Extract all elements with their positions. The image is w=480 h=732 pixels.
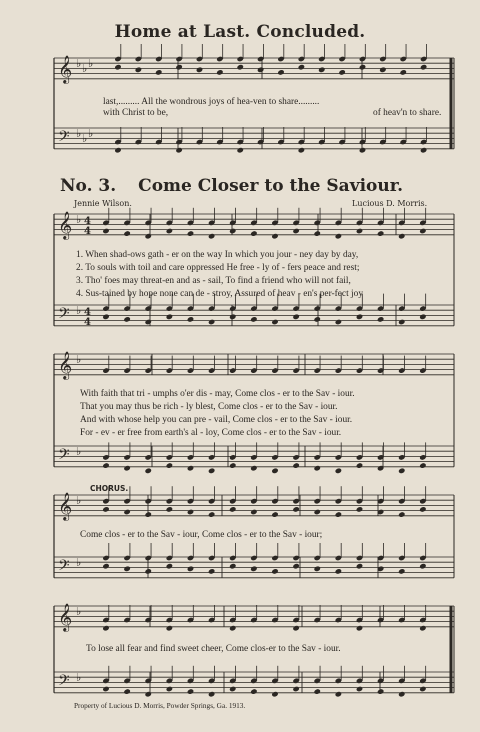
notehead [419, 506, 426, 512]
notehead [257, 67, 264, 73]
notehead [335, 691, 342, 697]
notehead [318, 67, 325, 73]
notehead [419, 314, 426, 320]
notehead [208, 468, 215, 474]
notehead [398, 468, 405, 474]
notehead [250, 566, 257, 572]
chorus-label: CHORUS. [90, 484, 129, 493]
notehead [335, 233, 342, 239]
flat-sign: ♭ [76, 445, 82, 458]
notehead [114, 147, 121, 153]
notehead [292, 314, 299, 320]
notehead [359, 64, 366, 70]
notehead [166, 506, 173, 512]
notehead [420, 64, 427, 70]
notehead [419, 563, 426, 569]
notehead [292, 228, 299, 234]
flat-sign: ♭ [76, 605, 82, 618]
notehead [356, 506, 363, 512]
page-title: Home at Last. Concluded. [114, 22, 366, 42]
flat-sign: ♭ [76, 127, 82, 140]
notehead [377, 230, 384, 236]
notehead [298, 147, 305, 153]
notehead [250, 688, 257, 694]
notehead [379, 67, 386, 73]
notehead [123, 566, 130, 572]
notehead [271, 319, 278, 325]
notehead [277, 69, 284, 75]
notehead [229, 686, 236, 692]
notehead [208, 568, 215, 574]
notehead [166, 228, 173, 234]
notehead [123, 230, 130, 236]
bass-clef: 𝄢 [58, 305, 70, 326]
notehead [271, 511, 278, 517]
notehead [229, 228, 236, 234]
notehead [237, 147, 244, 153]
chorus-lyric-line-1: Come clos - er to the Sav - iour, Come clos - er to the Sav - iour; [80, 530, 323, 540]
notehead [400, 69, 407, 75]
notehead [187, 230, 194, 236]
notehead [398, 511, 405, 517]
notehead [271, 691, 278, 697]
notehead [398, 691, 405, 697]
flat-sign: ♭ [82, 132, 88, 145]
notehead [155, 69, 162, 75]
notehead [335, 568, 342, 574]
notehead [271, 468, 278, 474]
lyricist-credit: Jennie Wilson. [74, 199, 132, 208]
notehead [229, 563, 236, 569]
bass-clef: 𝄢 [58, 128, 70, 149]
notehead [314, 465, 321, 471]
footer-copyright: Property of Lucious D. Morris, Powder Springs, Ga. 1913. [74, 701, 246, 710]
notehead [229, 462, 236, 468]
notehead [196, 67, 203, 73]
notehead [166, 625, 173, 631]
notehead [123, 465, 130, 471]
flat-sign: ♭ [76, 494, 82, 507]
flat-sign: ♭ [76, 57, 82, 70]
notehead [208, 233, 215, 239]
treble-clef: 𝄞 [58, 603, 73, 631]
chorus-lyric-line-2: To lose all fear and find sweet cheer, Come clos-er to the Sav - iour. [86, 644, 341, 654]
flat-sign: ♭ [76, 671, 82, 684]
verse-1-line-1: 1. When shad-ows gath - er on the way In which you jour - ney day by day, [76, 250, 359, 260]
notehead [292, 686, 299, 692]
verse-3-line-2: And with whose help you can pre - vail, Come clos - er to the Sav - iour. [80, 415, 353, 425]
notehead [229, 506, 236, 512]
notehead [419, 462, 426, 468]
notehead [356, 462, 363, 468]
notehead [102, 228, 109, 234]
verse-4-line-1: 4. Sus-tained by hope none can de - stroy, Assured of heav - en's per-fect joy [76, 289, 364, 299]
notehead [298, 64, 305, 70]
notehead [250, 509, 257, 515]
flat-sign: ♭ [88, 57, 94, 70]
notehead [229, 625, 236, 631]
bass-clef: 𝄢 [58, 557, 70, 578]
prev-hymn-lyric-line-2a: with Christ to be, [103, 108, 169, 118]
notehead [166, 686, 173, 692]
hymn-title: Come Closer to the Saviour. [138, 176, 404, 196]
time-signature-top: 4 [84, 216, 91, 227]
notehead [123, 509, 130, 515]
notehead [102, 314, 109, 320]
notehead [419, 625, 426, 631]
notehead [359, 147, 366, 153]
verse-3-line-1: 3. Tho' foes may threat-en and as - sail, To find a friend who will not fail, [76, 276, 351, 286]
notehead [377, 688, 384, 694]
flat-sign: ♭ [76, 556, 82, 569]
flat-sign: ♭ [82, 62, 88, 75]
notehead [292, 506, 299, 512]
notehead [166, 563, 173, 569]
notehead [187, 509, 194, 515]
notehead [102, 506, 109, 512]
time-signature-bottom: 4 [84, 226, 91, 237]
notehead [175, 64, 182, 70]
notehead [356, 686, 363, 692]
notehead [187, 316, 194, 322]
notehead [145, 691, 152, 697]
notehead [175, 147, 182, 153]
prev-hymn-lyric-line-1: last,......... All the wondrous joys of hea-ven to share......... [103, 97, 320, 107]
notehead [398, 568, 405, 574]
treble-clef: 𝄞 [58, 55, 73, 83]
notehead [356, 563, 363, 569]
verse-4-line-2: For - ev - er free from earth's al - loy, Come clos - er to the Sav - iour. [80, 428, 342, 438]
notehead [314, 230, 321, 236]
notehead [114, 64, 121, 70]
notehead [145, 319, 152, 325]
notehead [356, 625, 363, 631]
notehead [208, 511, 215, 517]
treble-clef: 𝄞 [58, 351, 73, 379]
notehead [314, 316, 321, 322]
notehead [398, 319, 405, 325]
notehead [123, 316, 130, 322]
notehead [166, 314, 173, 320]
notehead [208, 319, 215, 325]
time-signature-bottom: 4 [84, 317, 91, 328]
notehead [292, 563, 299, 569]
notehead [216, 69, 223, 75]
notehead [314, 509, 321, 515]
composer-credit: Lucious D. Morris. [352, 199, 428, 208]
notehead [187, 465, 194, 471]
notehead [187, 566, 194, 572]
notehead [419, 228, 426, 234]
notehead [398, 233, 405, 239]
hymn-number: No. 3. [60, 176, 117, 196]
notehead [135, 67, 142, 73]
notehead [145, 233, 152, 239]
notehead [271, 233, 278, 239]
flat-sign: ♭ [88, 127, 94, 140]
flat-sign: ♭ [76, 353, 82, 366]
notehead [250, 465, 257, 471]
flat-sign: ♭ [76, 304, 82, 317]
notehead [335, 319, 342, 325]
notehead [271, 568, 278, 574]
notehead [420, 147, 427, 153]
notehead [123, 688, 130, 694]
treble-clef: 𝄞 [58, 211, 73, 239]
notehead [419, 686, 426, 692]
verse-1-line-2: With faith that tri - umphs o'er dis - may, Come clos - er to the Sav - iour. [80, 389, 355, 399]
notehead [237, 64, 244, 70]
notehead [335, 468, 342, 474]
notehead [314, 688, 321, 694]
notehead [250, 316, 257, 322]
bass-clef: 𝄢 [58, 446, 70, 467]
notehead [338, 69, 345, 75]
notehead [292, 625, 299, 631]
notehead [377, 316, 384, 322]
prev-hymn-lyric-line-2b: of heav'n to share. [373, 108, 442, 118]
notehead [314, 566, 321, 572]
time-signature-top: 4 [84, 307, 91, 318]
notehead [145, 511, 152, 517]
notehead [145, 568, 152, 574]
notehead [292, 462, 299, 468]
bass-clef: 𝄢 [58, 672, 70, 693]
notehead [229, 314, 236, 320]
notehead [208, 691, 215, 697]
notehead [145, 468, 152, 474]
notehead [187, 688, 194, 694]
notehead [102, 686, 109, 692]
notehead [102, 563, 109, 569]
notehead [335, 511, 342, 517]
notehead [356, 228, 363, 234]
hymn-heading [60, 176, 403, 196]
flat-sign: ♭ [76, 213, 82, 226]
treble-clef: 𝄞 [58, 492, 73, 520]
notehead [102, 462, 109, 468]
notehead [356, 314, 363, 320]
verse-2-line-2: That you may thus be rich - ly blest, Come clos - er to the Sav - iour. [80, 402, 338, 412]
notehead [250, 230, 257, 236]
notehead [102, 625, 109, 631]
notehead [166, 462, 173, 468]
verse-2-line-1: 2. To souls with toil and care oppressed He free - ly of - fers peace and rest; [76, 263, 360, 273]
